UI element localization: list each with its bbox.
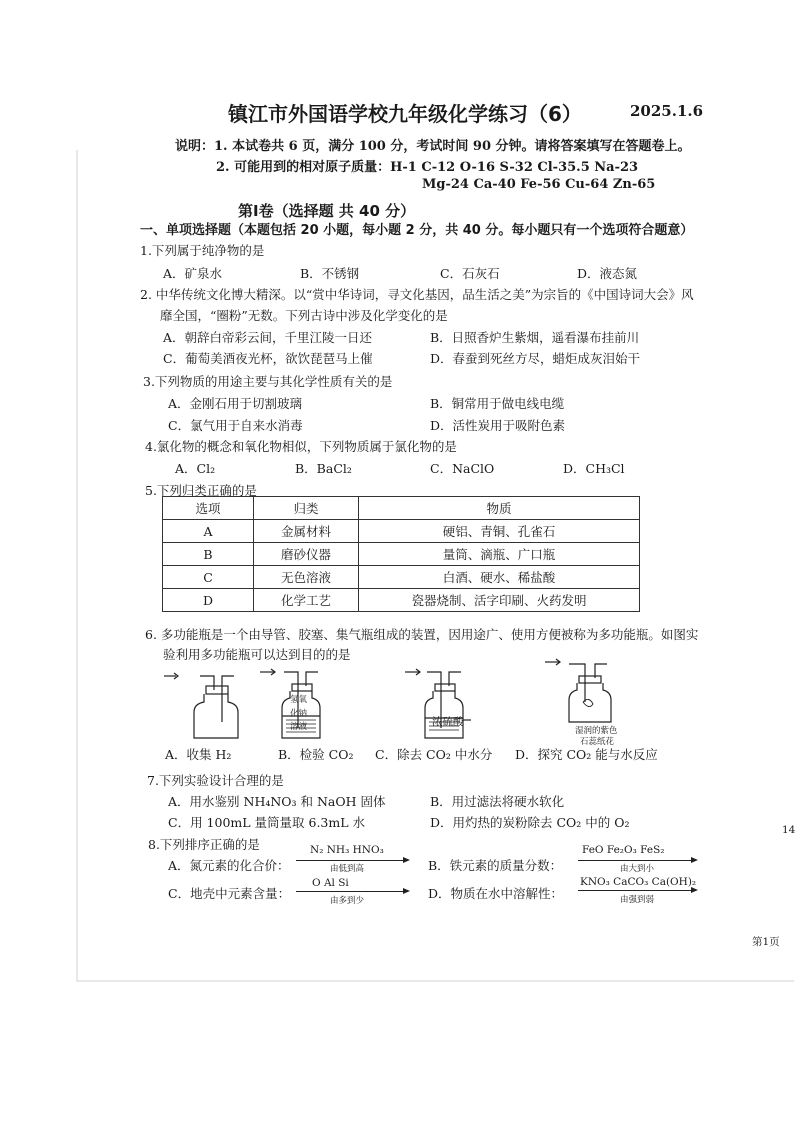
q8-stem: 8.下列排序正确的是	[148, 837, 260, 852]
q8-option-c-label: C．地壳中元素含量：	[168, 886, 291, 901]
q6-option-b: B．检验 CO₂	[278, 747, 354, 762]
q1-option-b: B．不锈钢	[300, 266, 360, 281]
q4-option-c: C．NaClO	[430, 461, 495, 476]
q2-option-a: A．朝辞白帝彩云间，千里江陵一日还	[163, 330, 373, 345]
table-cell: D	[163, 589, 254, 612]
q1-stem: 1.下列属于纯净物的是	[140, 243, 265, 258]
page-title: 镇江市外国语学校九年级化学练习（6）	[228, 102, 582, 126]
label-litmus-flower-1: 湿润的紫色	[575, 726, 618, 736]
q3-stem: 3.下列物质的用途主要与其化学性质有关的是	[143, 374, 393, 389]
exam-date: 2025.1.6	[630, 102, 704, 120]
q7-option-d: D．用灼热的炭粉除去 CO₂ 中的 O₂	[430, 815, 630, 830]
q5-stem: 5.下列归类正确的是	[145, 483, 257, 498]
q8-option-b-label: B．铁元素的质量分数：	[428, 858, 563, 873]
q8-option-b-items: FeO Fe₂O₃ FeS₂	[582, 844, 665, 856]
table-row	[163, 520, 640, 543]
table-cell: 量筒、滴瓶、广口瓶	[359, 543, 640, 566]
table-row	[163, 543, 640, 566]
q8-option-c-arrow	[296, 891, 408, 892]
q8-option-d-items: KNO₃ CaCO₃ Ca(OH)₂	[580, 876, 697, 888]
q7-stem: 7.下列实验设计合理的是	[147, 773, 284, 788]
q8-option-b-note: 由大到小	[620, 864, 655, 874]
q8-option-a-arrow	[296, 860, 408, 861]
q3-option-b: B．铜常用于做电线电缆	[430, 396, 565, 411]
q3-option-a: A．金刚石用于切割玻璃	[168, 396, 303, 411]
q8-option-a-label: A．氮元素的化合价：	[168, 858, 290, 873]
q7-option-b: B．用过滤法将硬水软化	[430, 794, 565, 809]
q8-option-b-arrow	[578, 860, 696, 861]
label-naoh-solution-1: 氢氧	[290, 695, 308, 705]
q2-stem-line2: 靡全国，“圈粉”无数。下列古诗中涉及化学变化的是	[160, 308, 448, 323]
q8-option-d-label: D．物质在水中溶解性：	[428, 886, 564, 901]
table-cell: 无色溶液	[254, 566, 359, 589]
table-row	[163, 566, 640, 589]
q2-option-d: D．春蚕到死丝方尽，蜡炬成灰泪始干	[430, 351, 641, 366]
section1-heading: 一、单项选择题（本题包括 20 小题，每小题 2 分，共 40 分。每小题只有一个选项符合题意）	[140, 223, 694, 238]
table-header-cell: 物质	[359, 497, 640, 520]
q3-option-d: D．活性炭用于吸附色素	[430, 418, 566, 433]
q6-option-c: C．除去 CO₂ 中水分	[375, 747, 493, 762]
q2-option-c: C．葡萄美酒夜光杯，欲饮琵琶马上催	[163, 351, 373, 366]
bottle-d-figure	[545, 659, 611, 722]
q8-option-a-note: 由低到高	[330, 864, 365, 874]
table-row	[163, 589, 640, 612]
q8-option-c-items: O Al Si	[312, 877, 349, 889]
q6-option-a: A．收集 H₂	[165, 747, 232, 762]
multifunction-bottle-figures	[160, 662, 640, 744]
instruction-line-1: 说明：1. 本试卷共 6 页，满分 100 分，考试时间 90 分钟。请将答案填写在答题卷上。	[175, 139, 691, 154]
table-cell: 白酒、硬水、稀盐酸	[359, 566, 640, 589]
label-naoh-solution-2: 化钠	[290, 709, 308, 719]
table-cell: 金属材料	[254, 520, 359, 543]
q8-option-d-note: 由强到弱	[620, 895, 655, 905]
q7-option-a: A．用水鉴别 NH₄NO₃ 和 NaOH 固体	[168, 794, 386, 809]
q8-option-a-items: N₂ NH₃ HNO₃	[310, 844, 384, 856]
table-cell: 磨砂仪器	[254, 543, 359, 566]
q1-option-a: A．矿泉水	[163, 266, 223, 281]
table-header-row	[163, 497, 640, 520]
q4-option-b: B．BaCl₂	[295, 461, 352, 476]
scan-edge-bottom	[76, 980, 794, 982]
table-header-cell: 选项	[163, 497, 254, 520]
q6-stem-line1: 6. 多功能瓶是一个由导管、胶塞、集气瓶组成的装置，因用途广、使用方便被称为多功能瓶。如图实	[145, 627, 699, 642]
classification-table	[162, 496, 640, 612]
q2-stem-line1: 2. 中华传统文化博大精深。以“赏中华诗词，寻文化基因，品生活之美”为宗旨的《中国诗词大会》风	[140, 287, 694, 302]
table-cell: B	[163, 543, 254, 566]
table-cell: C	[163, 566, 254, 589]
q1-option-d: D．液态氮	[577, 266, 638, 281]
table-cell: A	[163, 520, 254, 543]
table-cell: 硬铝、青铜、孔雀石	[359, 520, 640, 543]
q1-option-c: C．石灰石	[440, 266, 500, 281]
q6-option-d: D．探究 CO₂ 能与水反应	[515, 747, 658, 762]
q4-stem: 4.氯化物的概念和氧化物相似，下列物质属于氯化物的是	[145, 439, 457, 454]
q3-option-c: C．氯气用于自来水消毒	[168, 418, 303, 433]
label-litmus-flower-2: 石蕊纸花	[580, 737, 615, 747]
label-naoh-solution-3: 溶液	[290, 722, 308, 732]
q8-option-d-arrow	[578, 890, 696, 891]
table-cell: 瓷器烧制、活字印刷、火药发明	[359, 589, 640, 612]
q4-option-d: D．CH₃Cl	[563, 461, 625, 476]
table-cell: 化学工艺	[254, 589, 359, 612]
q4-option-a: A．Cl₂	[175, 461, 216, 476]
table-header-cell: 归类	[254, 497, 359, 520]
scan-edge-left	[76, 150, 78, 980]
instruction-line-2: 2. 可能用到的相对原子质量：H-1 C-12 O-16 S-32 Cl-35.5 Na-23	[216, 160, 639, 175]
bottle-a-figure	[164, 673, 238, 738]
page-number: 第1页	[752, 936, 780, 948]
label-conc-sulfuric-acid: 浓硫酸	[432, 716, 464, 728]
margin-mark: 14	[782, 824, 795, 836]
q2-option-b: B．日照香炉生紫烟，遥看瀑布挂前川	[430, 330, 640, 345]
part1-title: 第Ⅰ卷（选择题 共 40 分）	[238, 202, 416, 220]
q7-option-c: C．用 100mL 量筒量取 6.3mL 水	[168, 815, 366, 830]
q8-option-c-note: 由多到少	[330, 896, 365, 906]
q6-stem-line2: 验利用多功能瓶可以达到目的的是	[163, 647, 351, 662]
instruction-line-3: Mg-24 Ca-40 Fe-56 Cu-64 Zn-65	[422, 177, 656, 192]
